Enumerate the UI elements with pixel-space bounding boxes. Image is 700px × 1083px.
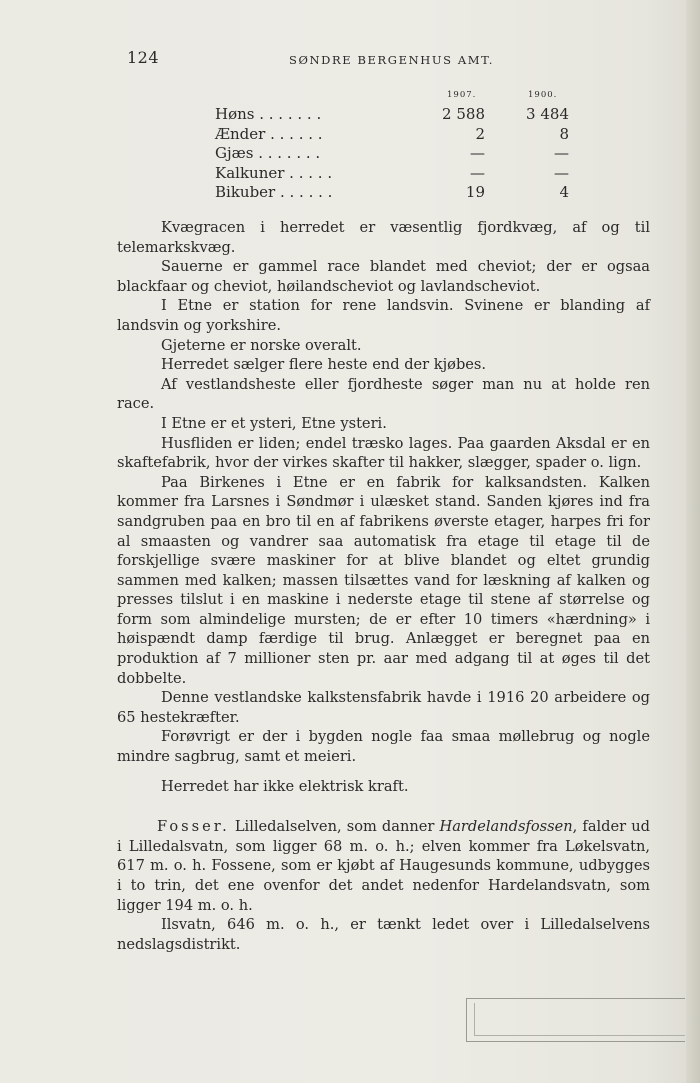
paragraph: I Etne er et ysteri, Etne ysteri. <box>161 414 387 432</box>
table-row <box>215 105 585 125</box>
body-text <box>117 218 650 954</box>
paragraph: Herredet sælger flere heste end der kjøbes. <box>161 356 487 374</box>
waterfall-name: Hardelandsfossen <box>439 818 573 836</box>
stamp-frame-inner <box>474 1003 685 1036</box>
table-row <box>215 164 585 184</box>
fosser-text-before: Lilledalselven, som danner <box>229 818 440 836</box>
paragraph: Ilsvatn, 646 m. o. h., er tænkt ledet over i Lilledalselvens nedslagsdistrikt. <box>117 916 650 953</box>
paragraph: Paa Birkenes i Etne er en fabrik for kalksandsten. Kalken kommer fra Larsnes i Søndmør i ulæsket stand. Sanden kjøres ind fra sandgruben paa en bro til en af fabrikens øverste etager, harpes fri for al smaasten og vandrer saa automatisk fra etage til etage til de forskjellige svære maskiner for at blive blandet og eltet grundig sammen med kalken; massen tilsættes vand for læskning af kalken og presses tilslut i en maskine i nederste etage til stene af størrelse og form som almindelige mursten; de er efter 10 timers «hærdning» i høispændt damp færdige til brug. Anlægget er beregnet paa en produktion af 7 millioner sten pr. aar med adgang til at øges til det dobbelte. <box>117 473 650 687</box>
row-label: Ænder . . . . . . <box>215 124 323 143</box>
page-edge-shadow <box>686 0 700 1083</box>
value-1907: — <box>470 163 485 182</box>
value-1900: — <box>554 163 569 182</box>
paragraph: Kvægracen i herredet er væsentlig fjordkvæg, af og til telemarkskvæg. <box>117 219 650 256</box>
value-1900: 4 <box>559 183 569 201</box>
row-label: Kalkuner . . . . . <box>215 163 333 182</box>
fosser-text-after: , falder ud i Lilledalsvatn, som ligger 68 m. o. h.; elven kommer fra Løkelsvatn, 617 m. o. h. Fossene, som er kjøbt af Haugesunds kommune, udbygges i to trin, det ene ovenfor det andet nedenfor Hardelandsvatn, som ligger 194 m. o. h. <box>117 818 650 914</box>
page-number: 124 <box>127 48 160 67</box>
value-1907: 19 <box>465 183 485 201</box>
year-header-1900: 1900. <box>528 90 558 100</box>
value-1907: 2 588 <box>442 105 485 123</box>
running-title: SØNDRE BERGENHUS AMT. <box>289 53 495 67</box>
paragraph: Gjeterne er norske overalt. <box>161 336 362 354</box>
paragraph: Sauerne er gammel race blandet med cheviot; der er ogsaa blackfaar og cheviot, høilandscheviot og lavlandscheviot. <box>117 258 650 295</box>
row-label: Bikuber . . . . . . <box>215 183 333 201</box>
value-1907: 2 <box>475 124 485 143</box>
table-row <box>215 144 585 164</box>
row-label: Gjæs . . . . . . . <box>215 144 321 162</box>
fosser-paragraph <box>117 817 650 915</box>
table-row <box>215 183 585 203</box>
paragraph: Af vestlandsheste eller fjordheste søger man nu at holde ren race. <box>117 375 650 413</box>
paragraph: Forøvrigt er der i bygden nogle faa smaa møllebrug og nogle mindre sagbrug, samt et meieri. <box>117 728 650 766</box>
row-label: Høns . . . . . . . <box>215 105 322 123</box>
table-row <box>215 125 585 145</box>
value-1900: 8 <box>559 124 569 143</box>
value-1900: — <box>554 144 569 162</box>
value-1907: — <box>470 144 485 162</box>
paragraph: Herredet har ikke elektrisk kraft. <box>161 777 409 795</box>
paragraph: Denne vestlandske kalkstensfabrik havde i 1916 20 arbeidere og 65 hestekræfter. <box>117 689 650 726</box>
year-header-1907: 1907. <box>447 90 477 100</box>
paragraph: Husfliden er liden; endel træsko lages. Paa gaarden Aksdal er en skaftefabrik, hvor der virkes skafter til hakker, slægger, spader o. lign. <box>117 434 650 472</box>
section-heading-fosser: Fosser. <box>157 818 230 836</box>
paragraph: I Etne er station for rene landsvin. Svinene er blanding af landsvin og yorkshire. <box>117 297 650 334</box>
value-1900: 3 484 <box>526 105 569 123</box>
